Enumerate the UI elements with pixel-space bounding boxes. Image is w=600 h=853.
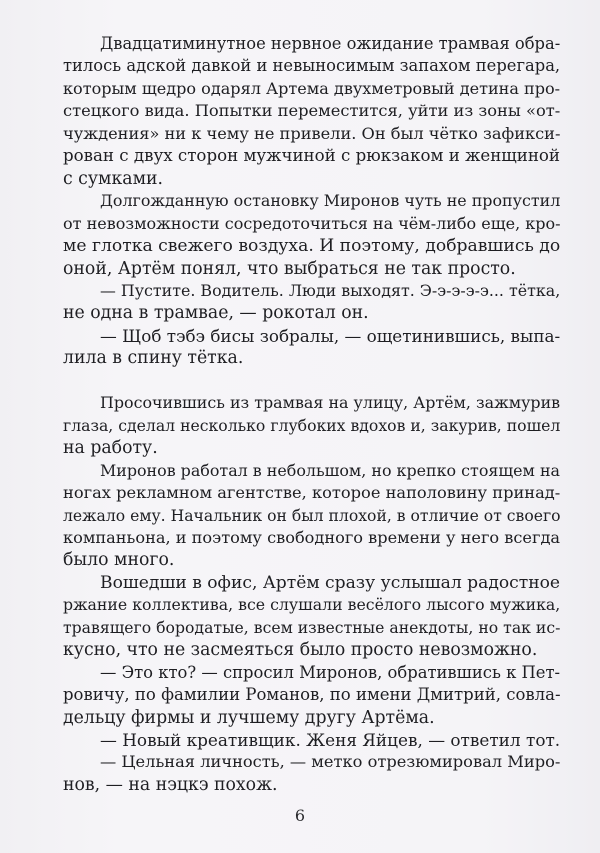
text-line: на работу. [63, 438, 158, 459]
paragraph-4-dialogue [63, 325, 560, 370]
body-text [63, 33, 560, 796]
text-line: было много. [63, 550, 175, 571]
text-line: которым щедро одарял Артема двухметровый детина про- [63, 78, 561, 98]
text-line: лежало ему. Начальник он был плохой, в отличие от своего [63, 506, 561, 525]
text-line: Вошедши в офис, Артём сразу услышал радостное [100, 572, 561, 593]
section-break [63, 370, 560, 392]
text-line: стецкого вида. Попытки переместится, уйти из зоны «от- [63, 101, 561, 121]
paragraph-5 [63, 392, 560, 459]
page-number: 6 [294, 806, 306, 825]
text-line: ржание коллектива, все слушали весёлого лысого мужика, [63, 595, 561, 615]
text-line: — Цельная личность, — метко отрезюмировал Миро- [100, 752, 561, 772]
paragraph-8-dialogue [63, 662, 560, 729]
text-line: ногах рекламном агентстве, которое наполовину принад- [63, 483, 561, 503]
text-line: ме глотка свежего воздуха. И поэтому, добравшись до [63, 236, 561, 257]
text-line: от невозможности сосредоточиться на чём-либо еще, кро- [63, 213, 561, 233]
text-line: лила в спину тётка. [63, 348, 244, 369]
paragraph-2 [63, 190, 560, 280]
text-line: — Щоб тэбэ бисы зобралы, — ощетинившись, выпа- [100, 325, 561, 346]
text-line: с сумками. [63, 168, 164, 189]
text-line: тилось адской давкой и невыносимым запахом перегара, [63, 56, 561, 76]
text-line: чуждения» ни к чему не привели. Он был чётко зафикси- [63, 123, 561, 143]
text-line: оной, Артём понял, что выбраться не так просто. [63, 258, 516, 279]
text-line: Долгожданную остановку Миронов чуть не пропустил [100, 191, 561, 211]
paragraph-10-dialogue [63, 751, 560, 796]
text-line: дельцу фирмы и лучшему другу Артёма. [63, 707, 435, 728]
text-line: не одна в трамвае, — рокотал он. [63, 303, 369, 324]
text-line: компаньона, и поэтому свободного времени у него всегда [63, 527, 561, 547]
text-line: нов, — на нэцкэ похож. [63, 774, 278, 795]
paragraph-3-dialogue [63, 280, 560, 325]
text-line: — Новый креативщик. Женя Яйцев, — ответил тот. [100, 730, 561, 751]
text-line: рован с двух сторон мужчиной с рюкзаком и женщиной [63, 146, 560, 166]
text-line: Миронов работал в небольшом, но крепко стоящем на [100, 460, 560, 480]
text-line: травящего бородатые, всем известные анекдоты, но так ис- [63, 617, 561, 637]
text-line: Просочившись из трамвая на улицу, Артём, зажмурив [100, 393, 561, 413]
text-line: — Это кто? — спросил Миронов, обратившись к Пет- [100, 662, 561, 682]
text-line: Двадцатиминутное нервное ожидание трамвая обра- [100, 34, 561, 53]
text-line: — Пустите. Водитель. Люди выходят. Э-э-э-э-э... тётка, [100, 280, 561, 300]
paragraph-9-dialogue [63, 729, 560, 751]
text-line: кусно, что не засмеяться было просто невозможно. [63, 640, 538, 661]
paragraph-6 [63, 460, 560, 572]
paragraph-1 [63, 33, 560, 190]
text-line: ровичу, по фамилии Романов, по имени Дмитрий, совла- [63, 685, 561, 705]
text-line: глаза, сделал несколько глубоких вдохов и, закурив, пошел [63, 415, 561, 435]
paragraph-7 [63, 572, 560, 662]
